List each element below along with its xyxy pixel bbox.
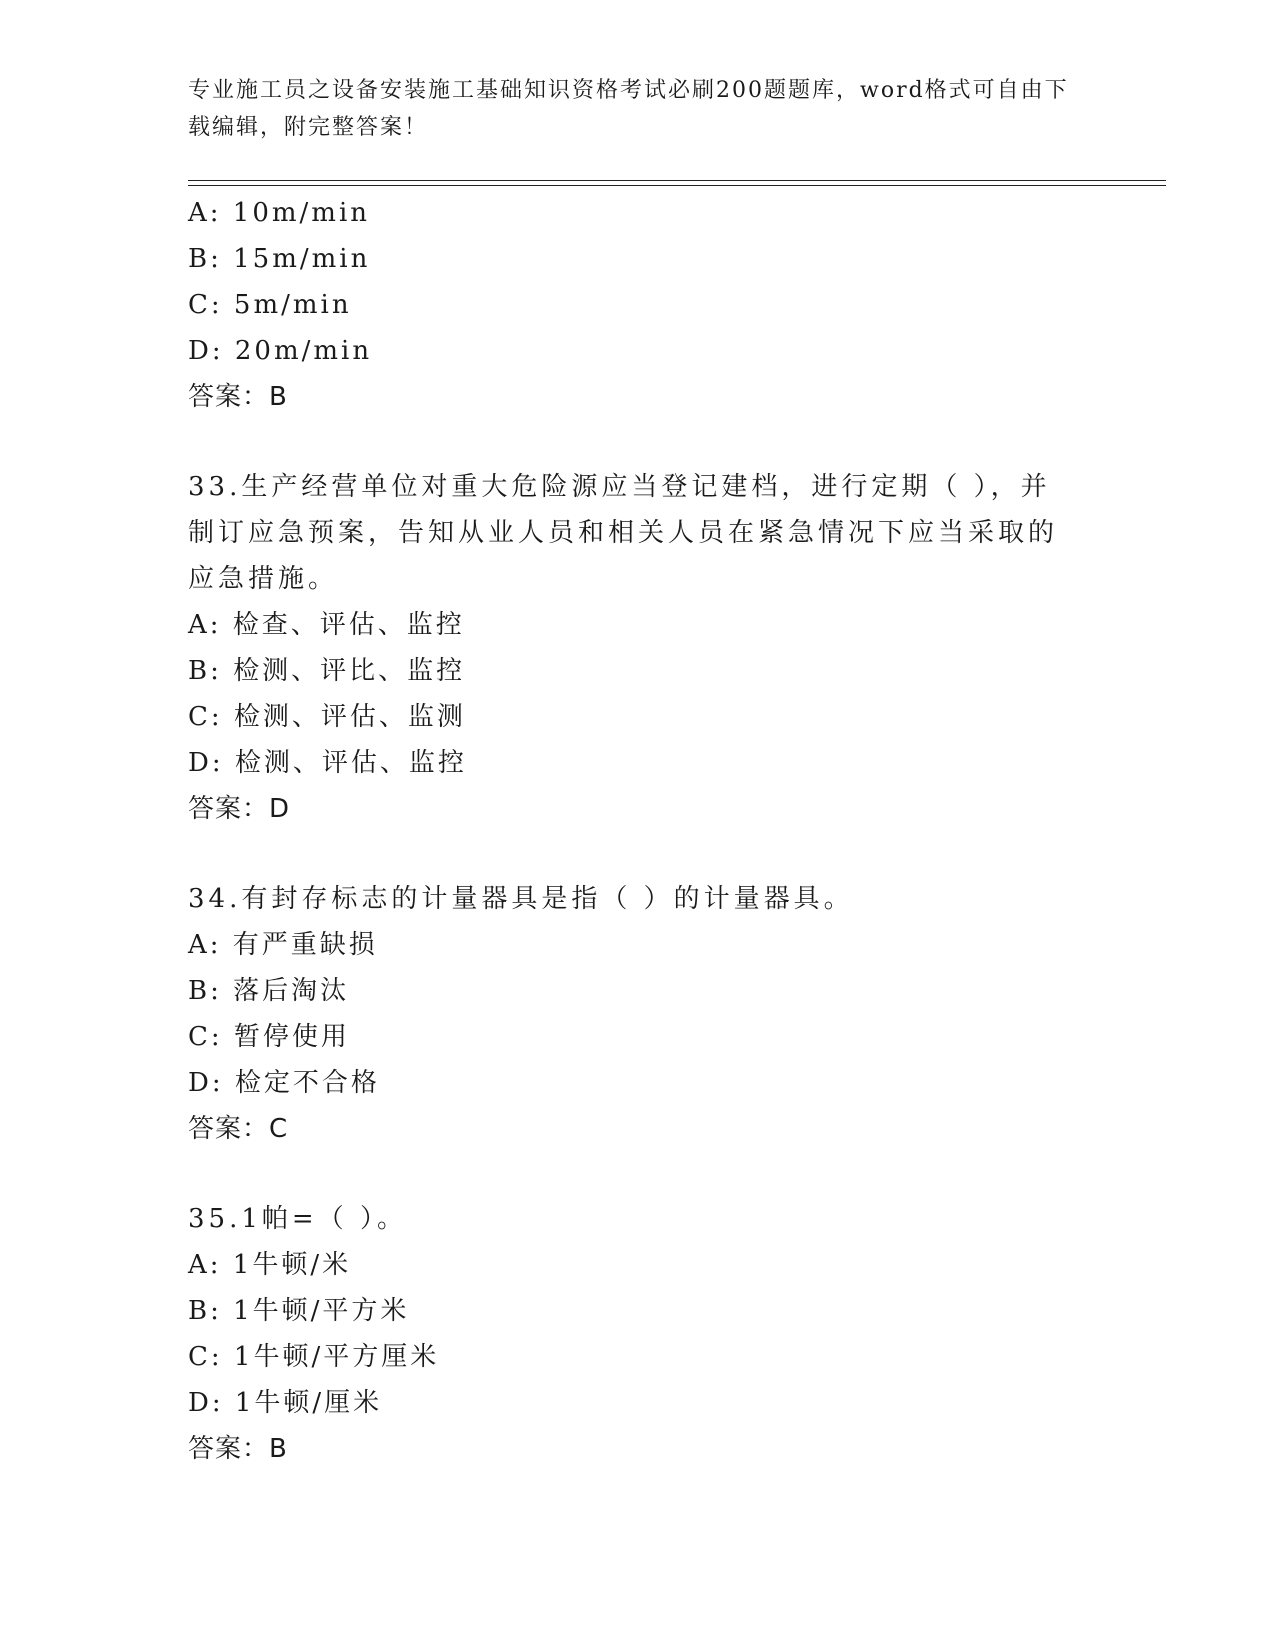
question-block-34 <box>188 876 1088 1152</box>
header-divider-bottom <box>188 185 1166 186</box>
question-block-33 <box>188 464 1088 832</box>
spacer <box>188 420 1088 464</box>
question-block-35 <box>188 1196 1088 1472</box>
document-header: 专业施工员之设备安装施工基础知识资格考试必刷200题题库，word格式可自由下载编辑，附完整答案！ <box>188 78 1069 140</box>
option-b: B: 检测、评比、监控 <box>188 656 466 686</box>
spacer <box>188 832 1088 876</box>
answer-line: 答案：C <box>188 1114 289 1144</box>
option-d: D: 20m/min <box>188 336 373 366</box>
option-c: C: 5m/min <box>188 290 352 320</box>
option-b: B: 落后淘汰 <box>188 976 350 1006</box>
spacer <box>188 1152 1088 1196</box>
answer-line: 答案：B <box>188 382 288 412</box>
option-a: A: 1牛顿/米 <box>188 1250 352 1280</box>
option-d: D: 检测、评估、监控 <box>188 748 467 778</box>
question-text: 35.1帕=（ ）。 <box>188 1204 407 1234</box>
question-text: 34.有封存标志的计量器具是指（ ）的计量器具。 <box>188 884 854 914</box>
header-divider-top <box>188 180 1166 181</box>
option-a: A: 10m/min <box>188 198 371 228</box>
answer-line: 答案：B <box>188 1434 288 1464</box>
option-b: B: 15m/min <box>188 244 371 274</box>
option-d: D: 1牛顿/厘米 <box>188 1388 383 1418</box>
option-c: C: 检测、评估、监测 <box>188 702 466 732</box>
option-a: A: 检查、评估、监控 <box>188 610 465 640</box>
option-c: C: 1牛顿/平方厘米 <box>188 1342 440 1372</box>
prev-question-block <box>188 190 1088 420</box>
option-a: A: 有严重缺损 <box>188 930 378 960</box>
option-c: C: 暂停使用 <box>188 1022 350 1052</box>
option-d: D: 检定不合格 <box>188 1068 380 1098</box>
question-text: 33.生产经营单位对重大危险源应当登记建档，进行定期（ ），并制订应急预案，告知从业人员和相关人员在紧急情况下应当采取的应急措施。 <box>188 472 1059 594</box>
option-b: B: 1牛顿/平方米 <box>188 1296 410 1326</box>
question-content <box>188 190 1088 1472</box>
answer-line: 答案：D <box>188 794 291 824</box>
